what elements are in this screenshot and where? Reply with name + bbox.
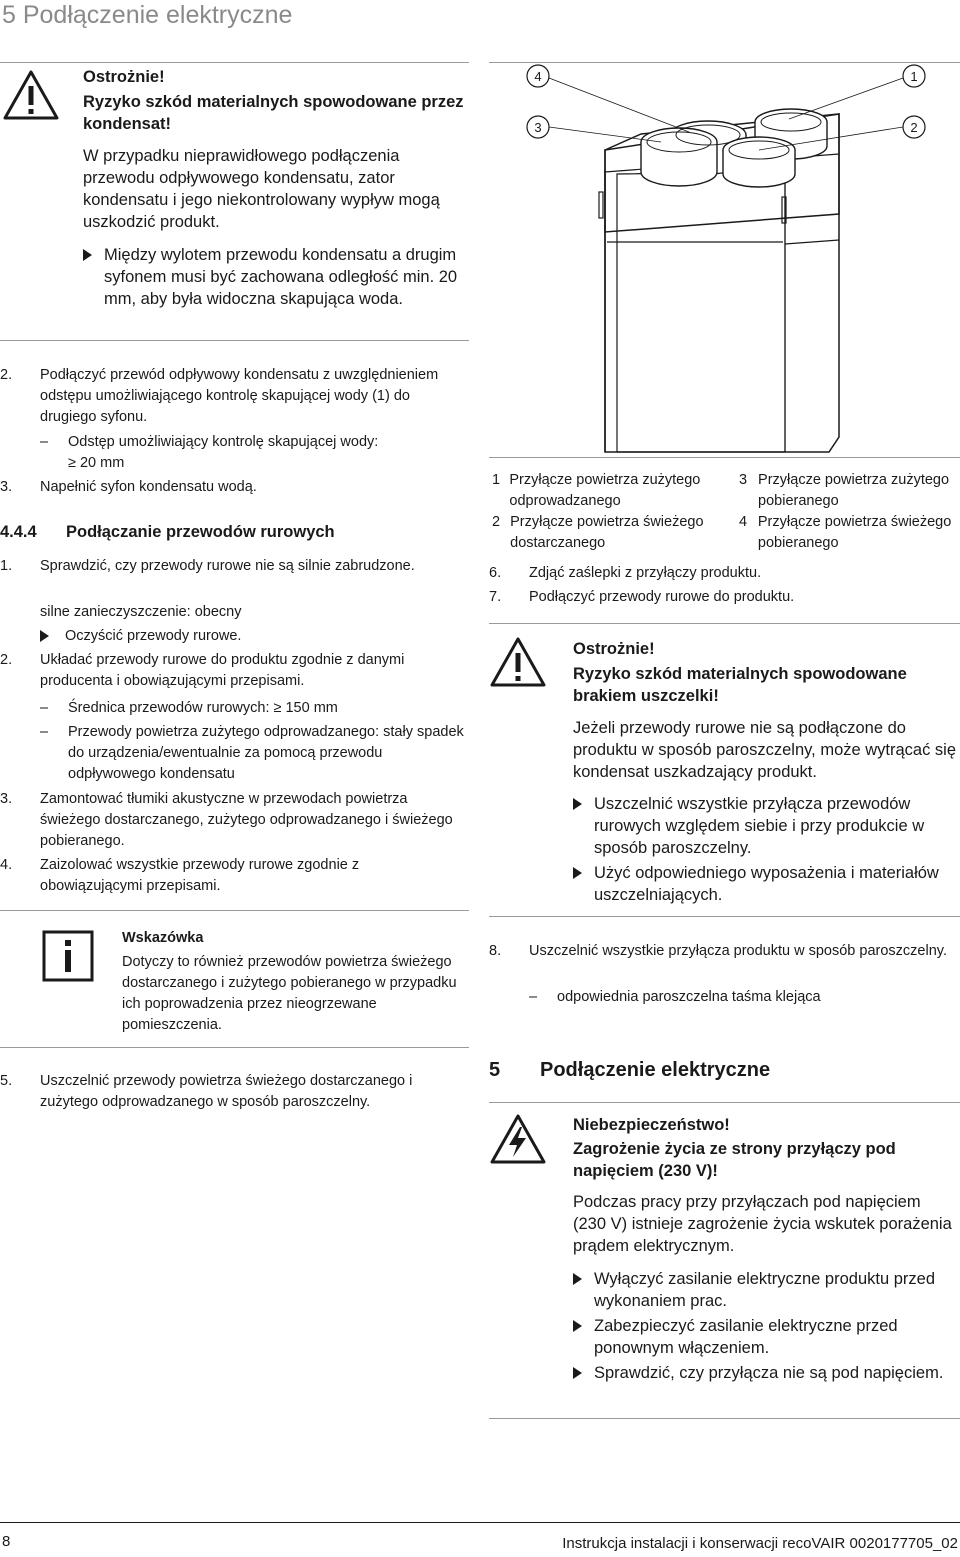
warning-action-text: Użyć odpowiedniego wyposażenia i materiałów uszczelniających. <box>594 864 939 904</box>
callout-1: 1 <box>910 69 918 84</box>
step-number: 5. <box>0 1073 13 1089</box>
dash-text: Średnica przewodów rurowych: ≥ 150 mm <box>68 700 338 716</box>
warning-action <box>83 244 473 310</box>
step-text: Podłączyć przewód odpływowy kondensatu z uwzględnieniem odstępu umożliwiającego kontrolę skapującej wody (1) do drugiego syfonu. <box>40 367 439 425</box>
step-6 <box>489 563 959 584</box>
step-number: 4. <box>0 857 13 873</box>
danger-action-1 <box>573 1268 960 1312</box>
section-number: 4.4.4 <box>0 523 37 541</box>
legend-text: Przyłącze powietrza zużytego pobieranego <box>758 472 950 509</box>
step-number: 2. <box>0 652 13 668</box>
info-icon <box>42 930 94 982</box>
step-text: Zdjąć zaślepki z przyłączy produktu. <box>529 565 762 581</box>
divider <box>489 623 960 624</box>
action-text: Oczyścić przewody rurowe. <box>65 628 242 644</box>
warning-subtitle: Ryzyko szkód materialnych spowodowane przez kondensat! <box>83 93 464 133</box>
step-number: 3. <box>0 791 13 807</box>
arrow-icon <box>573 1320 582 1332</box>
step-1 <box>0 556 460 577</box>
legend-item-4 <box>739 512 960 554</box>
step-3 <box>0 477 460 498</box>
arrow-icon <box>573 1367 582 1379</box>
legend-text: Przyłącze powietrza świeżego pobieranego <box>757 514 952 551</box>
callout-2: 2 <box>910 120 918 135</box>
danger-subtitle: Zagrożenie życia ze strony przyłączy pod napięciem (230 V)! <box>573 1140 896 1180</box>
page-number: 8 <box>2 1533 11 1550</box>
step-text: Sprawdzić, czy przewody rurowe nie są silnie zabrudzone. <box>40 558 415 574</box>
divider <box>0 1047 469 1048</box>
step-text: Podłączyć przewody rurowe do produktu. <box>529 589 795 605</box>
warning-text: W przypadku nieprawidłowego podłączenia przewodu odpływowego kondensatu, zator kondensatu i jego niekontrolowany wypływ mogą uszkodzić produkt. <box>83 147 440 231</box>
warning-title: Ostrożnie! <box>83 68 165 86</box>
step-text: Napełnić syfon kondensatu wodą. <box>40 479 257 495</box>
step-text: Zamontować tłumiki akustyczne w przewodach powietrza świeżego dostarczanego, zużytego odprowadzanego i świeżego pobieranego. <box>40 791 453 849</box>
divider <box>489 916 960 917</box>
step-8 <box>489 941 959 962</box>
arrow-icon <box>573 867 582 879</box>
legend-number: 4 <box>739 514 748 530</box>
danger-action-2 <box>573 1315 960 1359</box>
arrow-icon <box>40 630 49 642</box>
callout-4: 4 <box>534 69 542 84</box>
step-number: 8. <box>489 943 502 959</box>
warning-action-text: Między wylotem przewodu kondensatu a drugim syfonem musi być zachowana odległość min. 20 mm, aby była widoczna skapująca woda. <box>104 246 458 308</box>
divider <box>0 62 469 63</box>
step-7 <box>489 587 959 608</box>
chapter-number: 5 <box>489 1059 501 1081</box>
step-2 <box>0 365 460 428</box>
danger-title: Niebezpieczeństwo! <box>573 1116 730 1134</box>
danger-action-text: Wyłączyć zasilanie elektryczne produktu przed wykonaniem prac. <box>594 1270 935 1310</box>
warning-action-1 <box>573 793 960 859</box>
danger-action-3 <box>573 1362 960 1384</box>
divider <box>489 1102 960 1103</box>
divider <box>0 340 469 341</box>
danger-action-text: Sprawdzić, czy przyłącza nie są pod napięciem. <box>594 1364 944 1382</box>
dash-value: ≥ 20 mm <box>68 455 125 471</box>
dash-text: Odstęp umożliwiający kontrolę skapującej wody: <box>68 434 379 450</box>
dash-text: Przewody powietrza zużytego odprowadzanego: stały spadek do urządzenia/ewentualnie za pomocą przewodu odpływowego kondensatu <box>68 724 464 782</box>
section-heading <box>0 521 470 543</box>
step-8-dash: – odpowiednia paroszczelna taśma klejąca <box>529 987 959 1008</box>
step-text: Układać przewody rurowe do produktu zgodnie z danymi producenta i obowiązującymi przepisami. <box>40 652 405 689</box>
dash-text: odpowiednia paroszczelna taśma klejąca <box>557 989 821 1005</box>
divider <box>0 910 469 911</box>
step-text: Zaizolować wszystkie przewody rurowe zgodnie z obowiązującymi przepisami. <box>40 857 360 894</box>
product-figure <box>489 62 960 457</box>
divider <box>489 457 960 458</box>
step-2-dash: – Odstęp umożliwiający kontrolę skapującej wody: ≥ 20 mm <box>40 432 470 474</box>
warning-triangle-icon <box>2 69 60 121</box>
warning-action-text: Uszczelnić wszystkie przyłącza przewodów rurowych względem siebie i przy produkcie w sposób paroszczelny. <box>594 795 925 857</box>
step-4 <box>0 855 460 897</box>
warning-text: Jeżeli przewody rurowe nie są podłączone do produktu w sposób paroszczelny, może wytrącać się kondensat uszkadzający produkt. <box>573 719 957 781</box>
step-number: 6. <box>489 565 502 581</box>
arrow-icon <box>573 798 582 810</box>
step-number: 3. <box>0 479 13 495</box>
note-title: Wskazówka <box>122 930 204 946</box>
step-5 <box>0 1071 460 1113</box>
footer-rule <box>0 1522 960 1523</box>
step-number: 2. <box>0 367 13 383</box>
legend-item-2 <box>492 512 714 554</box>
warning-title: Ostrożnie! <box>573 640 655 658</box>
legend-item-3 <box>739 470 960 512</box>
divider <box>489 1418 960 1419</box>
legend-number: 1 <box>492 472 501 488</box>
page-header-title: 5 Podłączenie elektryczne <box>2 1 293 29</box>
step-3 <box>0 789 460 852</box>
danger-action-text: Zabezpieczyć zasilanie elektryczne przed ponownym włączeniem. <box>594 1317 898 1357</box>
note-text: Dotyczy to również przewodów powietrza świeżego dostarczanego i zużytego pobieranego w przypadku ich poprowadzenia przez nieogrzewane pomieszczenia. <box>122 954 457 1033</box>
chapter-heading <box>489 1056 959 1084</box>
section-title: Podłączanie przewodów rurowych <box>66 523 335 541</box>
step-text: Uszczelnić wszystkie przyłącza produktu w sposób paroszczelny. <box>529 943 947 959</box>
arrow-icon <box>83 249 92 261</box>
electric-hazard-icon <box>489 1113 547 1165</box>
step-2 <box>0 650 460 692</box>
warning-triangle-icon <box>489 636 547 688</box>
danger-text: Podczas pracy przy przyłączach pod napięciem (230 V) istnieje zagrożenie życia wskutek porażenia prądem elektrycznym. <box>573 1193 952 1255</box>
arrow-icon <box>573 1273 582 1285</box>
step-2-dash-2: – Przewody powietrza zużytego odprowadzanego: stały spadek do urządzenia/ewentualnie za pomocą przewodu odpływowego kondensatu <box>40 722 470 785</box>
legend-number: 3 <box>739 472 748 488</box>
step-1-condition: silne zanieczyszczenie: obecny <box>40 604 242 620</box>
chapter-title: Podłączenie elektryczne <box>540 1059 771 1081</box>
step-number: 1. <box>0 558 13 574</box>
legend-text: Przyłącze powietrza zużytego odprowadzanego <box>509 472 701 509</box>
step-number: 7. <box>489 589 502 605</box>
step-text: Uszczelnić przewody powietrza świeżego dostarczanego i zużytego odprowadzanego w sposób paroszczelny. <box>40 1073 413 1110</box>
legend-text: Przyłącze powietrza świeżego dostarczanego <box>510 514 704 551</box>
step-1-action <box>40 626 460 647</box>
warning-subtitle: Ryzyko szkód materialnych spowodowane brakiem uszczelki! <box>573 665 907 705</box>
step-2-dash-1: – Średnica przewodów rurowych: ≥ 150 mm <box>40 698 460 719</box>
legend-item-1 <box>492 470 714 512</box>
footer-doc-title: Instrukcja instalacji i konserwacji recoVAIR 0020177705_02 <box>562 1535 958 1552</box>
warning-action-2 <box>573 862 960 906</box>
legend-number: 2 <box>492 514 501 530</box>
callout-3: 3 <box>534 120 542 135</box>
